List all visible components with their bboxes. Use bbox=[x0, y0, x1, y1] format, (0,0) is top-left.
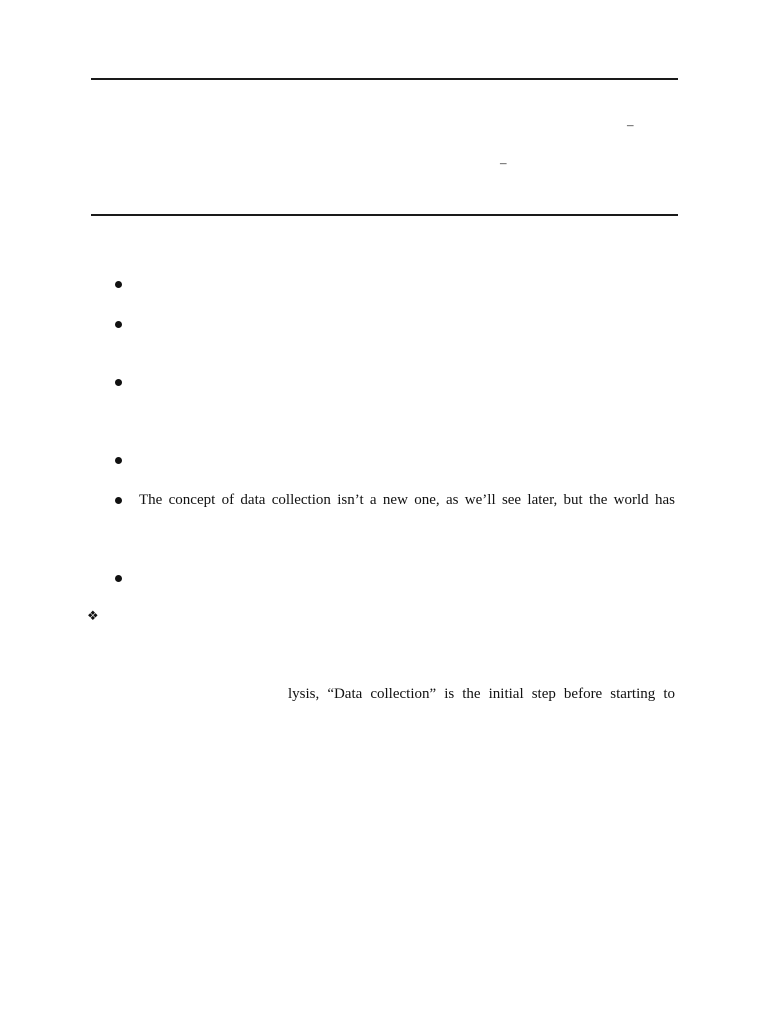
header-dash: – bbox=[500, 155, 507, 170]
bullet-dot bbox=[115, 497, 122, 504]
diamond-bullet-icon: ❖ bbox=[87, 609, 99, 624]
bullet-dot bbox=[115, 575, 122, 582]
header-dash: – bbox=[627, 117, 634, 132]
bullet-dot bbox=[115, 379, 122, 386]
bullet-dot bbox=[115, 281, 122, 288]
bullet-item-text: The concept of data collection isn’t a new one, as we’ll see later, but the world has bbox=[139, 492, 675, 508]
paragraph-text: lysis, “Data collection” is the initial step before starting to bbox=[288, 686, 675, 702]
header-bottom-rule bbox=[91, 214, 678, 216]
bullet-dot bbox=[115, 457, 122, 464]
header-top-rule bbox=[91, 78, 678, 80]
bullet-dot bbox=[115, 321, 122, 328]
